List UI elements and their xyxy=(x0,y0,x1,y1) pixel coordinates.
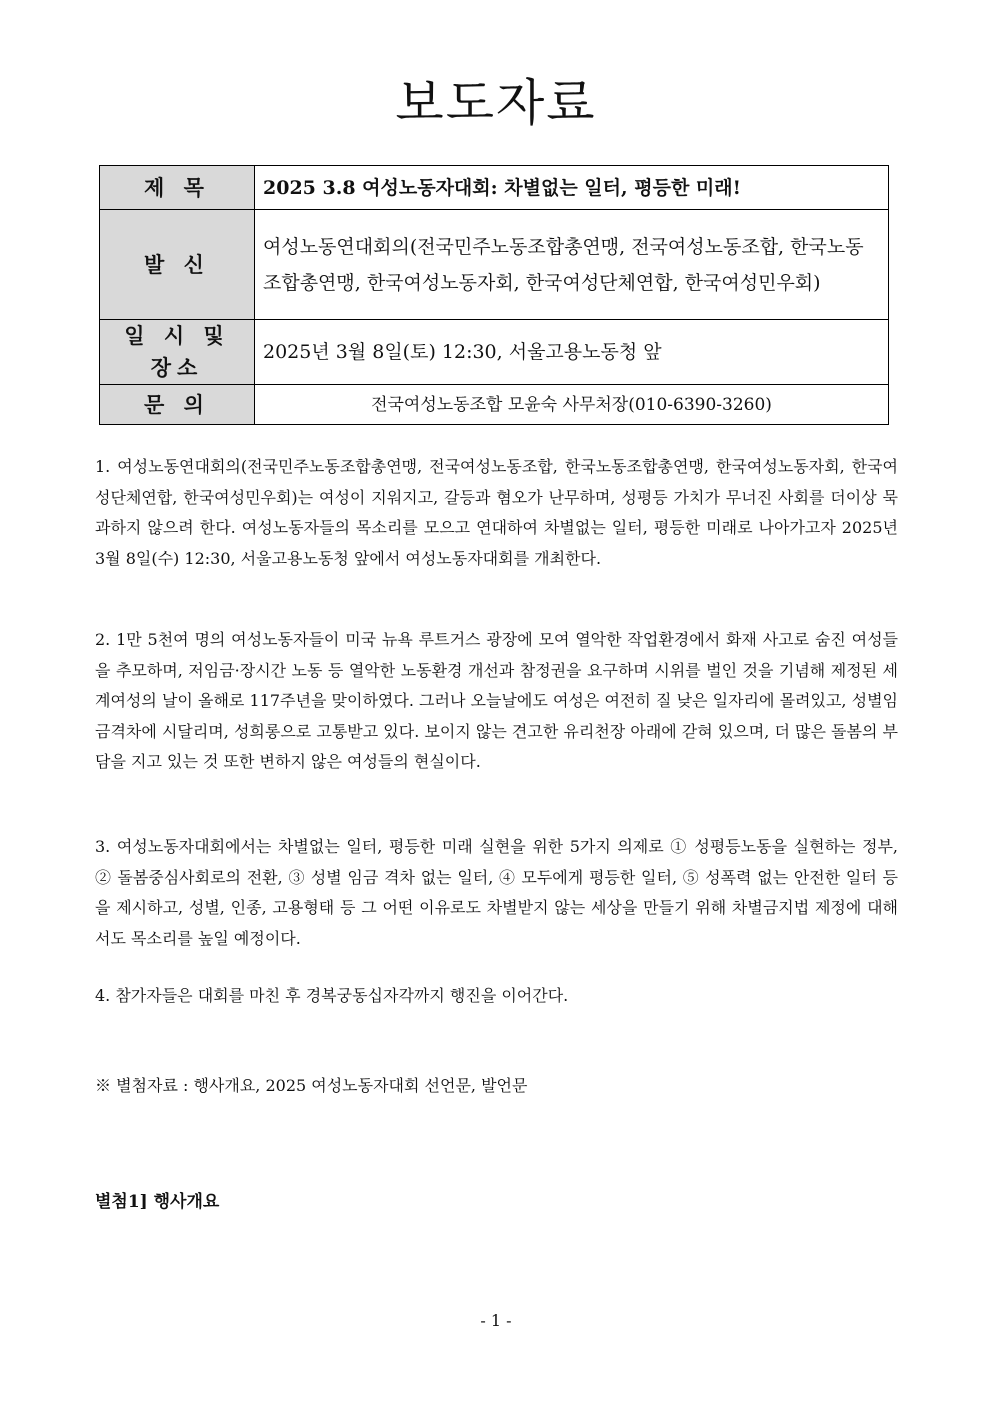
sender-value: 여성노동연대회의(전국민주노동조합총연맹, 전국여성노동조합, 한국노동조합총연맹, 한국여성노동자회, 한국여성단체연합, 한국여성민우회) xyxy=(255,210,889,320)
contact-label: 문 의 xyxy=(100,385,255,425)
press-info-table xyxy=(99,165,889,425)
datetime-label xyxy=(100,320,255,385)
contact-value: 전국여성노동조합 모윤숙 사무처장(010-6390-3260) xyxy=(255,385,889,425)
subject-value: 2025 3.8 여성노동자대회: 차별없는 일터, 평등한 미래! xyxy=(255,166,889,210)
datetime-value: 2025년 3월 8일(토) 12:30, 서울고용노동청 앞 xyxy=(255,320,889,385)
paragraph-3: 3. 여성노동자대회에서는 차별없는 일터, 평등한 미래 실현을 위한 5가지 의제로 ① 성평등노동을 실현하는 정부, ② 돌봄중심사회로의 전환, ③ 성별 임금 격차 없는 일터, ④ 모두에게 평등한 일터, ⑤ 성폭력 없는 안전한 일터 등을 제시하고, 성별, 인종, 고용형태 등 그 어떤 이유로도 차별받지 않는 세상을 만들기 위해 차별금지법 제정에 대해서도 목소리를 높일 예정이다. xyxy=(95,837,898,948)
subject-row xyxy=(100,166,889,210)
datetime-row xyxy=(100,320,889,385)
paragraph-4: 4. 참가자들은 대회를 마친 후 경복궁동십자각까지 행진을 이어간다. xyxy=(95,986,569,1005)
sender-label: 발 신 xyxy=(100,210,255,320)
sender-row xyxy=(100,210,889,320)
document-title: 보도자료 xyxy=(395,74,597,132)
page-number: - 1 - xyxy=(480,1311,512,1330)
subject-label: 제 목 xyxy=(100,166,255,210)
datetime-label-line-1: 일 시 및 xyxy=(124,323,230,348)
contact-row xyxy=(100,385,889,425)
attachment-note: ※ 별첨자료 : 행사개요, 2025 여성노동자대회 선언문, 발언문 xyxy=(95,1076,528,1095)
datetime-label-line-2: 장소 xyxy=(150,355,204,380)
paragraph-1: 1. 여성노동연대회의(전국민주노동조합총연맹, 전국여성노동조합, 한국노동조합총연맹, 한국여성노동자회, 한국여성단체연합, 한국여성민우회)는 여성이 지워지고, 갈등과 혐오가 난무하며, 성평등 가치가 무너진 사회를 더이상 묵과하지 않으려 한다. 여성노동자들의 목소리를 모으고 연대하여 차별없는 일터, 평등한 미래로 나아가고자 2025년 3월 8일(수) 12:30, 서울고용노동청 앞에서 여성노동자대회를 개최한다. xyxy=(95,457,898,568)
appendix-heading: 별첨1] 행사개요 xyxy=(95,1192,220,1212)
paragraph-2: 2. 1만 5천여 명의 여성노동자들이 미국 뉴욕 루트거스 광장에 모여 열악한 작업환경에서 화재 사고로 숨진 여성들을 추모하며, 저임금·장시간 노동 등 열악한 노동환경 개선과 참정권을 요구하며 시위를 벌인 것을 기념해 제정된 세계여성의 날이 올해로 117주년을 맞이하였다. 그러나 오늘날에도 여성은 여전히 질 낮은 일자리에 몰려있고, 성별임금격차에 시달리며, 성희롱으로 고통받고 있다. 보이지 않는 견고한 유리천장 아래에 갇혀 있으며, 더 많은 돌봄의 부담을 지고 있는 것 또한 변하지 않은 여성들의 현실이다. xyxy=(95,630,898,771)
